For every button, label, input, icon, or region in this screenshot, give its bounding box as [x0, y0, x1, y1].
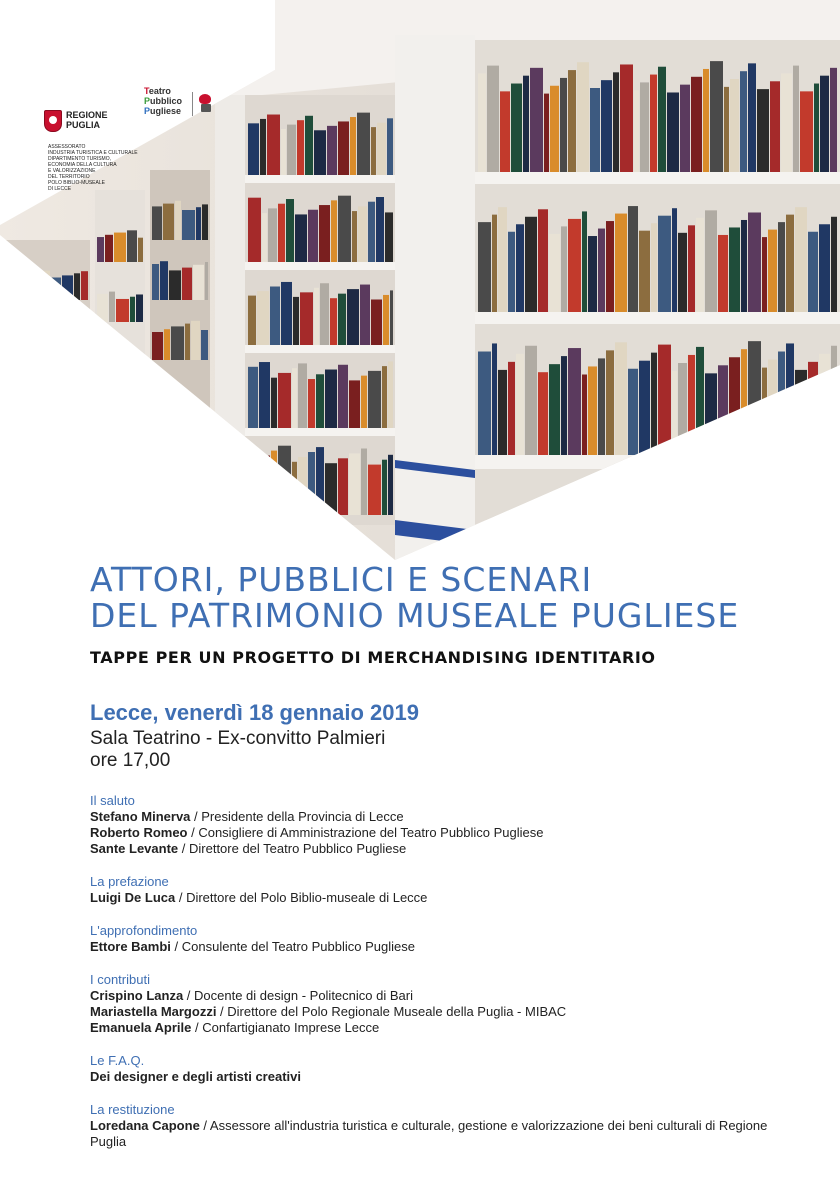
- book-spine: [478, 73, 486, 172]
- book-spine: [561, 226, 567, 312]
- book-spine: [320, 283, 329, 345]
- program-section: [90, 923, 790, 955]
- teatro-mask-icon: [192, 92, 217, 116]
- book-spine: [202, 204, 208, 240]
- book-spine: [338, 121, 349, 175]
- book-spine: [361, 376, 367, 428]
- program-row: [90, 939, 790, 955]
- book-spine: [741, 349, 747, 455]
- book-spine: [492, 343, 497, 455]
- book-spine: [182, 268, 192, 300]
- book-spine: [171, 326, 184, 360]
- speaker-name: Roberto Romeo: [90, 825, 188, 840]
- book-spine: [85, 326, 88, 350]
- program-section-title: L'approfondimento: [90, 923, 198, 938]
- book-spine: [525, 217, 537, 312]
- book-spine: [808, 232, 818, 312]
- event-title: [90, 562, 790, 634]
- book-spine: [109, 292, 115, 322]
- book-spine: [634, 90, 639, 172]
- program-row: [90, 1118, 790, 1150]
- book-spine: [248, 296, 256, 345]
- program-section-title: Il saluto: [90, 793, 135, 808]
- book-spine: [270, 287, 280, 346]
- speaker-role: / Docente di design - Politecnico di Bari: [183, 988, 413, 1003]
- book-spine: [300, 292, 313, 345]
- book-spine: [278, 204, 285, 262]
- book-spine: [338, 365, 348, 428]
- book-spine: [35, 328, 45, 351]
- book-spine: [13, 323, 21, 350]
- book-spine: [350, 117, 356, 175]
- book-spine: [831, 217, 837, 312]
- book-spine: [568, 348, 581, 455]
- book-spine: [248, 460, 258, 515]
- book-spine: [582, 211, 587, 312]
- title-line1: ATTORI, PUBBLICI E SCENARI: [90, 560, 593, 599]
- book-spine: [281, 282, 292, 345]
- book-spine: [615, 214, 627, 312]
- speaker-name: Mariastella Margozzi: [90, 1004, 217, 1019]
- book-spine: [511, 84, 522, 172]
- book-spine: [169, 270, 181, 300]
- book-spine: [492, 215, 497, 312]
- book-spine: [523, 76, 529, 172]
- book-spine: [331, 200, 337, 262]
- speaker-name: Sante Levante: [90, 841, 179, 856]
- book-spine: [820, 76, 829, 172]
- book-spine: [267, 115, 280, 175]
- book-spine: [51, 278, 61, 301]
- book-spine: [308, 379, 315, 428]
- book-spine: [778, 352, 785, 456]
- book-spine: [160, 261, 168, 300]
- title-line2: DEL PATRIMONIO MUSEALE PUGLIESE: [90, 596, 740, 635]
- book-spine: [613, 72, 619, 172]
- speaker-role: / Presidente della Provincia di Lecce: [190, 809, 404, 824]
- book-spine: [672, 371, 677, 455]
- book-spine: [383, 295, 389, 345]
- speaker-name: Crispino Lanza: [90, 988, 184, 1003]
- book-spine: [248, 198, 261, 262]
- book-spine: [549, 234, 560, 312]
- book-spine: [138, 238, 143, 262]
- book-spine: [5, 279, 10, 300]
- book-spine: [781, 73, 792, 172]
- book-spine: [248, 123, 259, 175]
- book-spine: [696, 218, 704, 312]
- book-spine: [377, 123, 386, 175]
- speaker-name: Loredana Capone: [90, 1118, 200, 1133]
- book-spine: [22, 321, 34, 350]
- event-place: Sala Teatrino - Ex-convitto Palmieri: [90, 728, 386, 749]
- book-spine: [81, 271, 88, 300]
- book-spine: [281, 129, 286, 175]
- book-spine: [478, 352, 491, 456]
- book-spine: [201, 330, 208, 360]
- book-spine: [814, 84, 819, 172]
- program-row: [90, 841, 790, 857]
- book-spine: [478, 222, 491, 312]
- program-section-title: Le F.A.Q.: [90, 1053, 145, 1068]
- book-spine: [819, 224, 830, 312]
- book-spine: [498, 370, 507, 455]
- book-spine: [658, 67, 666, 172]
- book-spine: [770, 81, 780, 172]
- book-spine: [58, 323, 64, 350]
- speaker-name: Luigi De Luca: [90, 890, 176, 905]
- book-spine: [590, 88, 600, 172]
- book-spine: [724, 87, 729, 172]
- book-spine: [193, 265, 204, 300]
- book-spine: [651, 223, 657, 312]
- book-spine: [549, 364, 560, 455]
- book-spine: [371, 127, 376, 175]
- book-spine: [295, 214, 307, 262]
- book-spine: [205, 262, 208, 300]
- book-spine: [97, 294, 108, 322]
- book-spine: [530, 68, 543, 172]
- book-spine: [606, 221, 614, 312]
- book-spine: [516, 224, 524, 312]
- book-spine: [748, 63, 756, 172]
- book-spine: [696, 347, 704, 455]
- book-spine: [757, 89, 769, 172]
- book-spine: [352, 211, 357, 262]
- book-spine: [5, 325, 12, 350]
- book-spine: [316, 374, 324, 428]
- book-spine: [703, 69, 709, 172]
- program-section: [90, 793, 790, 857]
- event-date: Lecce, venerdì 18 gennaio 2019: [90, 700, 419, 725]
- speaker-role: / Direttore del Polo Biblio-museale di Lecce: [175, 890, 428, 905]
- book-spine: [349, 380, 360, 428]
- book-spine: [152, 206, 162, 240]
- book-spine: [582, 375, 587, 456]
- program-section: [90, 972, 790, 1036]
- book-spine: [38, 271, 50, 300]
- book-spine: [768, 360, 777, 455]
- book-spine: [786, 215, 794, 312]
- book-spine: [601, 80, 612, 172]
- speaker-role: / Direttore del Teatro Pubblico Pugliese: [178, 841, 407, 856]
- speaker-name: Ettore Bambi: [90, 939, 171, 954]
- book-spine: [286, 199, 294, 262]
- book-spine: [705, 373, 717, 455]
- book-spine: [568, 219, 581, 312]
- book-spine: [361, 449, 367, 516]
- program-section: [90, 874, 790, 906]
- book-spine: [672, 208, 677, 312]
- book-spine: [793, 66, 799, 172]
- book-spine: [305, 116, 313, 175]
- book-spine: [127, 230, 137, 262]
- book-spine: [388, 361, 393, 428]
- book-spine: [11, 277, 20, 300]
- book-spine: [831, 346, 837, 455]
- book-spine: [21, 275, 28, 300]
- book-spine: [385, 212, 393, 262]
- book-spine: [46, 325, 57, 350]
- program-section: [90, 1102, 790, 1150]
- program-section-title: La prefazione: [90, 874, 169, 889]
- book-spine: [327, 126, 337, 175]
- book-spine: [314, 288, 319, 345]
- program-row: [90, 825, 790, 841]
- program-section: [90, 1053, 790, 1085]
- book-spine: [152, 264, 159, 300]
- speaker-role: / Assessore all'industria turistica e culturale, gestione e valorizzazione dei beni culturali di Regione Puglia: [90, 1118, 768, 1149]
- book-spine: [308, 452, 315, 515]
- book-spine: [568, 70, 576, 172]
- program-row: [90, 890, 790, 906]
- book-spine: [639, 361, 650, 455]
- program-section-title: La restituzione: [90, 1102, 175, 1117]
- book-spine: [819, 354, 830, 455]
- book-spine: [368, 465, 381, 515]
- book-spine: [762, 237, 767, 312]
- book-spine: [287, 125, 296, 175]
- event-subtitle: TAPPE PER UN PROGETTO DI MERCHANDISING IDENTITARIO: [90, 648, 656, 667]
- book-spine: [325, 463, 337, 515]
- book-spine: [628, 206, 638, 312]
- book-spine: [358, 206, 367, 262]
- book-spine: [710, 61, 723, 172]
- book-spine: [371, 300, 382, 346]
- teatro-logo-line3: Pugliese: [144, 106, 182, 116]
- book-spine: [588, 236, 597, 312]
- teatro-pubblico-pugliese-logo: [144, 86, 182, 116]
- book-spine: [718, 365, 728, 455]
- regione-name-line2: PUGLIA: [66, 120, 101, 130]
- book-spine: [705, 210, 717, 312]
- book-spine: [762, 368, 767, 455]
- book-spine: [830, 68, 837, 172]
- book-spine: [196, 207, 201, 240]
- book-spine: [357, 113, 370, 175]
- book-spine: [768, 230, 777, 312]
- book-spine: [130, 297, 135, 322]
- book-spine: [185, 324, 190, 360]
- book-spine: [639, 231, 650, 312]
- book-spine: [257, 291, 269, 345]
- book-spine: [388, 455, 393, 515]
- book-spine: [74, 273, 80, 300]
- book-spine: [508, 232, 515, 312]
- book-spine: [729, 227, 740, 312]
- speaker-name: Emanuela Aprile: [90, 1020, 192, 1035]
- book-spine: [680, 85, 690, 172]
- book-spine: [260, 119, 266, 175]
- book-spine: [498, 207, 507, 312]
- book-spine: [678, 363, 687, 455]
- book-spine: [293, 297, 299, 345]
- book-spine: [382, 460, 387, 515]
- book-spine: [544, 94, 549, 172]
- book-spine: [347, 289, 359, 345]
- book-spine: [298, 363, 307, 428]
- book-spine: [376, 197, 384, 262]
- regione-puglia-seal-icon: [44, 110, 62, 132]
- book-spine: [615, 342, 627, 455]
- book-spine: [550, 86, 559, 172]
- book-spine: [577, 62, 589, 172]
- book-spine: [640, 82, 649, 172]
- book-spine: [136, 294, 143, 322]
- book-spine: [691, 77, 702, 172]
- book-spine: [588, 366, 597, 455]
- book-spine: [538, 372, 548, 455]
- event-venue: [90, 728, 385, 772]
- book-spine: [175, 201, 181, 240]
- book-spine: [729, 357, 740, 455]
- book-spine: [800, 91, 813, 172]
- book-spine: [382, 366, 387, 428]
- book-spine: [65, 321, 78, 350]
- book-spine: [560, 78, 567, 172]
- book-spine: [271, 378, 277, 428]
- book-spine: [387, 118, 393, 175]
- book-spine: [368, 371, 381, 428]
- book-spine: [598, 358, 605, 455]
- program-list: [90, 793, 790, 1167]
- speaker-role: / Direttore del Polo Regionale Museale della Puglia - MIBAC: [216, 1004, 567, 1019]
- book-spine: [651, 353, 657, 455]
- book-spine: [390, 290, 393, 345]
- book-spine: [748, 212, 761, 312]
- book-spine: [262, 213, 267, 262]
- book-spine: [330, 298, 337, 345]
- book-spine: [325, 370, 337, 428]
- book-spine: [105, 235, 113, 262]
- program-section-title: I contributi: [90, 972, 150, 987]
- book-spine: [97, 237, 104, 262]
- book-spine: [278, 373, 291, 428]
- book-spine: [248, 367, 258, 428]
- book-spine: [748, 341, 761, 455]
- program-row: [90, 1020, 790, 1036]
- book-spine: [314, 130, 326, 175]
- book-spine: [259, 456, 270, 516]
- book-spine: [268, 208, 277, 262]
- book-spine: [688, 355, 695, 455]
- book-spine: [516, 354, 524, 455]
- book-spine: [182, 210, 195, 240]
- book-spine: [658, 345, 671, 455]
- book-spine: [292, 368, 297, 428]
- book-spine: [259, 362, 270, 428]
- book-spine: [795, 370, 807, 455]
- book-spine: [271, 451, 277, 515]
- book-spine: [525, 346, 537, 455]
- book-spine: [319, 205, 330, 262]
- book-spine: [349, 453, 360, 515]
- program-row: [90, 809, 790, 825]
- teatro-logo-line2: Pubblico: [144, 96, 183, 106]
- book-spine: [778, 222, 785, 312]
- book-spine: [191, 321, 200, 360]
- book-spine: [164, 329, 170, 360]
- book-spine: [308, 210, 318, 262]
- speaker-role: / Confartigianato Imprese Lecce: [191, 1020, 380, 1035]
- book-spine: [360, 285, 370, 345]
- book-spine: [79, 328, 84, 350]
- book-spine: [316, 447, 324, 515]
- book-spine: [297, 120, 304, 175]
- book-spine: [628, 369, 638, 455]
- program-row: [90, 1069, 790, 1085]
- regione-puglia-name: [66, 110, 136, 130]
- book-spine: [114, 233, 126, 262]
- book-spine: [667, 92, 679, 172]
- book-spine: [678, 233, 687, 312]
- speaker-name: Dei designer e degli artisti creativi: [90, 1069, 301, 1084]
- book-spine: [650, 75, 657, 172]
- book-spine: [740, 71, 747, 172]
- library-hero-image: [0, 0, 840, 560]
- book-spine: [606, 350, 614, 455]
- book-spine: [538, 209, 548, 312]
- speaker-name: Stefano Minerva: [90, 809, 191, 824]
- book-spine: [620, 64, 633, 172]
- book-spine: [598, 229, 605, 312]
- book-spine: [152, 332, 163, 360]
- book-spine: [786, 343, 794, 455]
- teatro-logo-line1: Teatro: [144, 86, 171, 96]
- book-spine: [29, 273, 37, 300]
- event-time: ore 17,00: [90, 750, 171, 771]
- book-spine: [730, 79, 739, 172]
- book-spine: [487, 66, 499, 172]
- book-spine: [298, 457, 307, 515]
- regione-name-line1: REGIONE: [66, 110, 108, 120]
- book-spine: [508, 362, 515, 455]
- book-spine: [62, 275, 73, 300]
- book-spine: [688, 225, 695, 312]
- book-spine: [292, 462, 297, 515]
- regione-department-text: ASSESSORATO INDUSTRIA TURISTICA E CULTURALE DIPARTIMENTO TURISMO, ECONOMIA DELLA CULTURA E VALORIZZAZIONE DEL TERRITORIO POLO BIBLIO-MUSEALE DI LECCE: [48, 144, 138, 192]
- speaker-role: / Consigliere di Amministrazione del Teatro Pubblico Pugliese: [187, 825, 544, 840]
- book-spine: [718, 235, 728, 312]
- book-spine: [163, 204, 174, 240]
- book-spine: [795, 207, 807, 312]
- book-spine: [278, 446, 291, 515]
- book-spine: [338, 458, 348, 515]
- book-spine: [116, 299, 129, 322]
- book-spine: [338, 294, 346, 345]
- book-spine: [561, 356, 567, 455]
- book-spine: [338, 196, 351, 262]
- program-row: [90, 1004, 790, 1020]
- book-spine: [368, 202, 375, 262]
- book-spine: [500, 91, 510, 172]
- book-spine: [808, 362, 818, 455]
- program-row: [90, 988, 790, 1004]
- book-spine: [658, 216, 671, 312]
- speaker-role: / Consulente del Teatro Pubblico Pugliese: [170, 939, 415, 954]
- book-spine: [741, 220, 747, 312]
